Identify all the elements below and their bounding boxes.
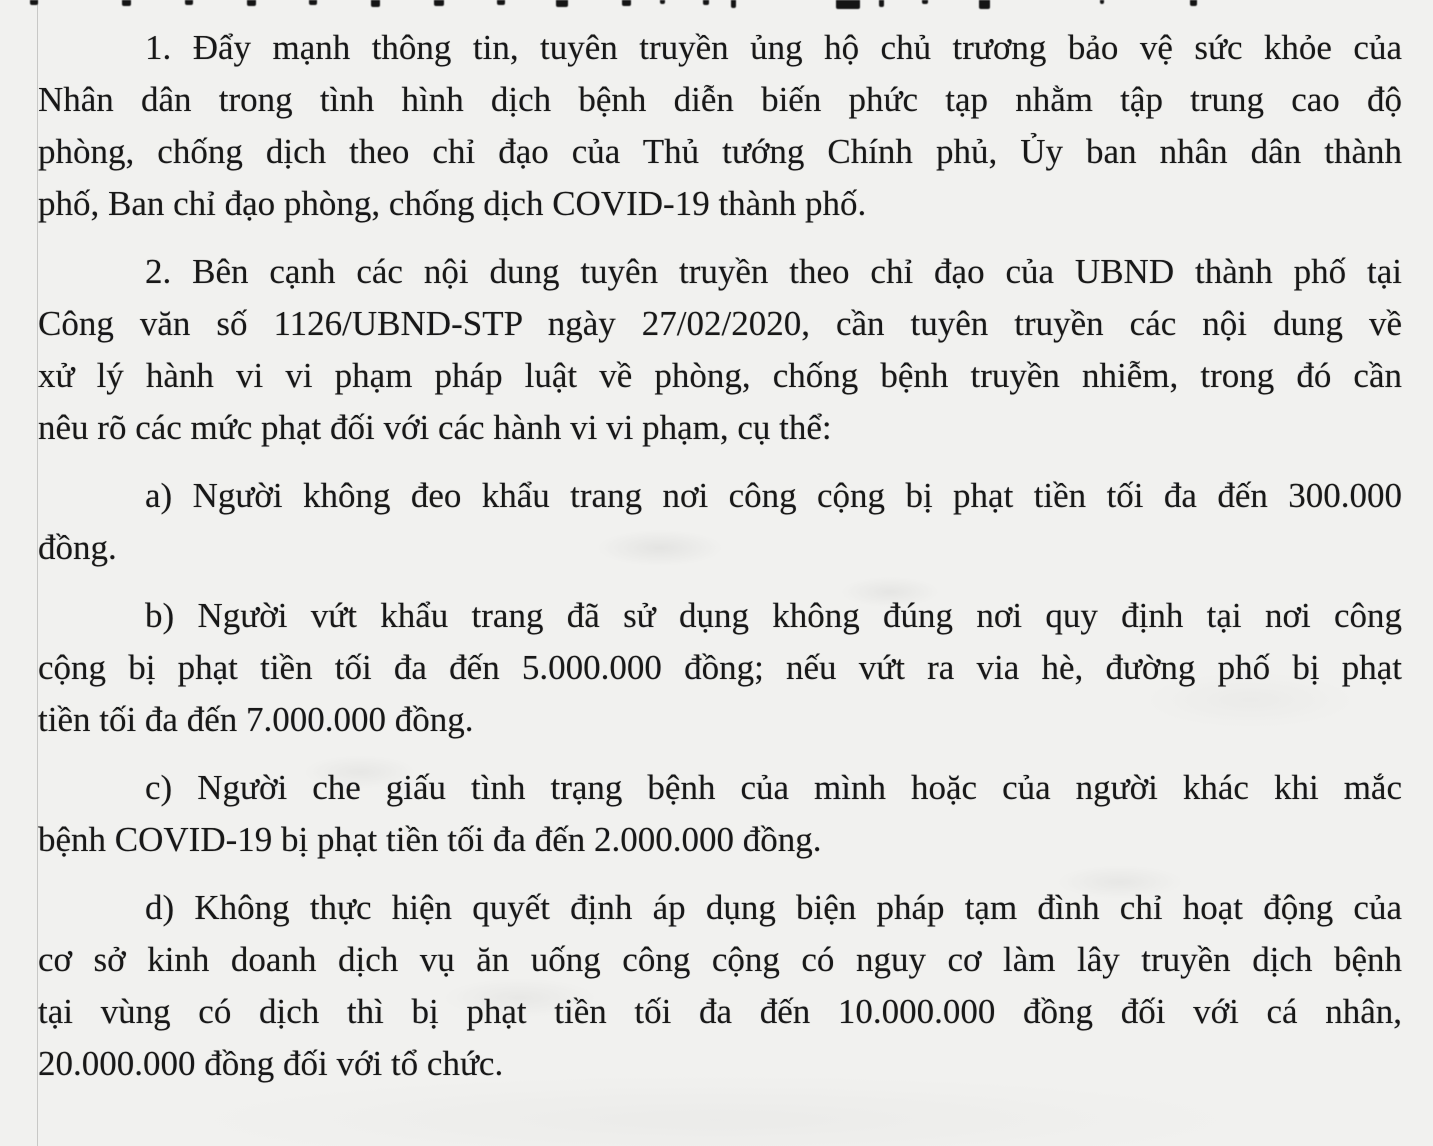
- paragraph-item-c: [38, 762, 1402, 866]
- glyph-fragment: [622, 0, 631, 6]
- glyph-fragment: [922, 0, 928, 4]
- document-body: [38, 22, 1402, 1106]
- text-line: cơ sở kinh doanh dịch vụ ăn uống công cộng có nguy cơ làm lây truyền dịch bệnh: [38, 940, 1402, 979]
- text-line: phố, Ban chỉ đạo phòng, chống dịch COVID-19 thành phố.: [38, 184, 867, 223]
- cropped-previous-line-artifacts: [0, 0, 1433, 14]
- glyph-fragment: [731, 0, 736, 8]
- glyph-fragment: [1100, 0, 1104, 4]
- text-line: bệnh COVID-19 bị phạt tiền tối đa đến 2.000.000 đồng.: [38, 820, 822, 859]
- glyph-fragment: [556, 0, 568, 7]
- text-line: tại vùng có dịch thì bị phạt tiền tối đa đến 10.000.000 đồng đối với cá nhân,: [38, 992, 1402, 1031]
- text-line: b) Người vứt khẩu trang đã sử dụng không đúng nơi quy định tại nơi công: [145, 596, 1402, 635]
- text-line: 1. Đẩy mạnh thông tin, tuyên truyền ủng hộ chủ trương bảo vệ sức khỏe của: [145, 28, 1402, 67]
- text-line: đồng.: [38, 528, 117, 567]
- glyph-fragment: [836, 0, 860, 9]
- text-line: Công văn số 1126/UBND-STP ngày 27/02/2020, cần tuyên truyền các nội dung về: [38, 304, 1402, 343]
- glyph-fragment: [1190, 0, 1197, 6]
- paragraph-item-b: [38, 590, 1402, 746]
- paragraph-section-2: [38, 246, 1402, 454]
- text-line: tiền tối đa đến 7.000.000 đồng.: [38, 700, 474, 739]
- text-line: a) Người không đeo khẩu trang nơi công cộng bị phạt tiền tối đa đến 300.000: [145, 476, 1402, 515]
- glyph-fragment: [879, 0, 884, 7]
- glyph-fragment: [247, 0, 256, 6]
- glyph-fragment: [497, 0, 505, 5]
- text-line: 20.000.000 đồng đối với tổ chức.: [38, 1044, 504, 1083]
- glyph-fragment: [30, 0, 38, 5]
- glyph-fragment: [122, 0, 131, 6]
- paragraph-item-d: [38, 882, 1402, 1090]
- paragraph-section-1: [38, 22, 1402, 230]
- glyph-fragment: [979, 0, 990, 9]
- text-line: phòng, chống dịch theo chỉ đạo của Thủ tướng Chính phủ, Ủy ban nhân dân thành: [38, 132, 1402, 171]
- text-line: cộng bị phạt tiền tối đa đến 5.000.000 đồng; nếu vứt ra via hè, đường phố bị phạt: [38, 648, 1402, 687]
- text-line: c) Người che giấu tình trạng bệnh của mình hoặc của người khác khi mắc: [145, 768, 1402, 807]
- glyph-fragment: [309, 0, 317, 5]
- text-line: nêu rõ các mức phạt đối với các hành vi vi phạm, cụ thể:: [38, 408, 832, 447]
- glyph-fragment: [185, 0, 193, 5]
- text-line: xử lý hành vi vi phạm pháp luật về phòng, chống bệnh truyền nhiễm, trong đó cần: [38, 356, 1402, 395]
- paragraph-item-a: [38, 470, 1402, 574]
- glyph-fragment: [434, 0, 444, 6]
- text-line: Nhân dân trong tình hình dịch bệnh diễn biến phức tạp nhằm tập trung cao độ: [38, 80, 1402, 119]
- glyph-fragment: [660, 0, 665, 4]
- text-line: 2. Bên cạnh các nội dung tuyên truyền theo chỉ đạo của UBND thành phố tại: [145, 252, 1402, 291]
- glyph-fragment: [703, 0, 709, 5]
- text-line: d) Không thực hiện quyết định áp dụng biện pháp tạm đình chỉ hoạt động của: [145, 888, 1402, 927]
- glyph-fragment: [371, 0, 380, 7]
